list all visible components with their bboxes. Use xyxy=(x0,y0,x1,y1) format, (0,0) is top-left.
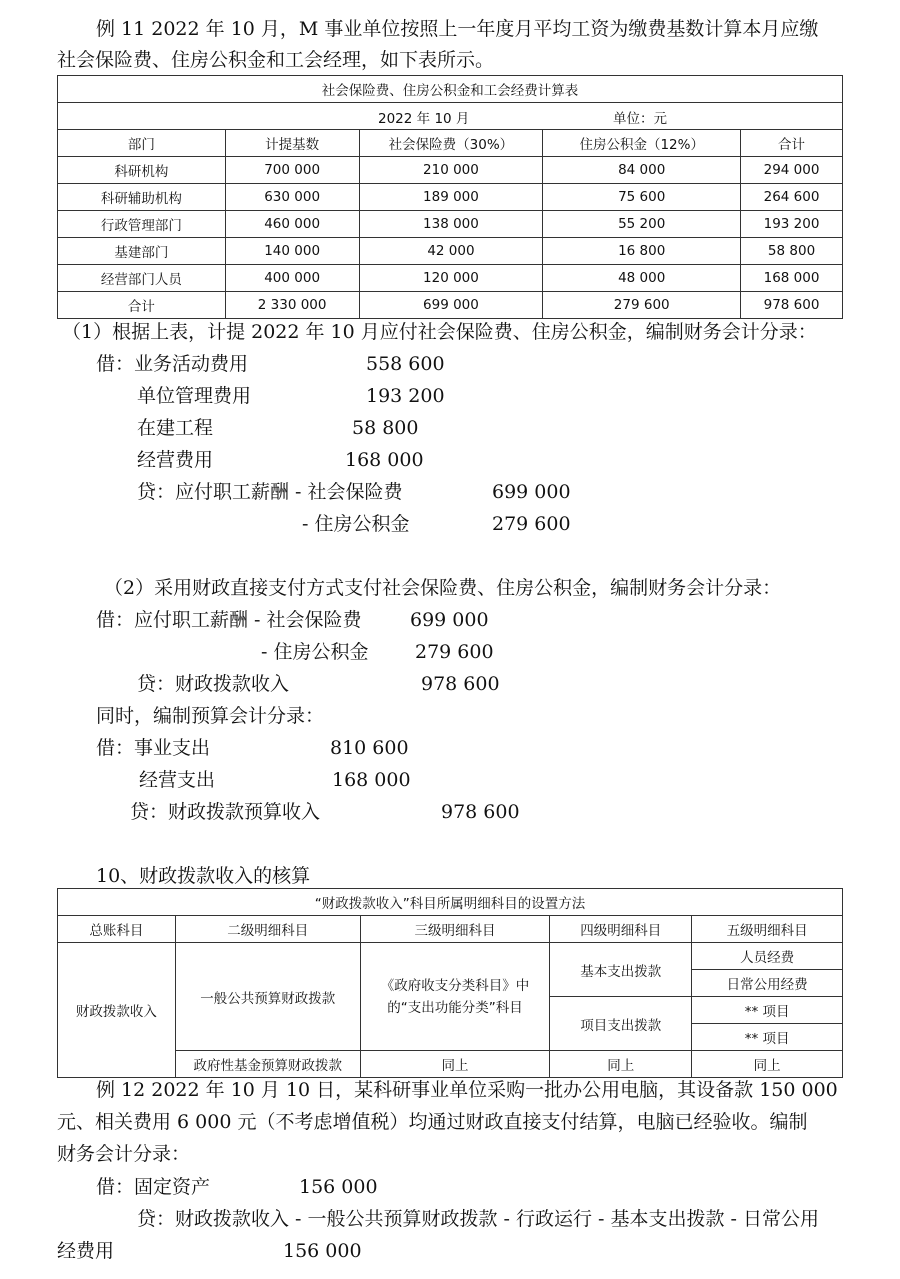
table-header-row xyxy=(58,130,843,157)
budget-debit-1-amount: 810 600 xyxy=(330,737,409,759)
header-cell: 四级明细科目 xyxy=(550,916,692,943)
level5-item: ** 项目 xyxy=(692,1024,843,1051)
entry2-same-time: 同时，编制预算会计分录： xyxy=(96,705,325,727)
level4-project: 项目支出拨款 xyxy=(550,997,692,1051)
header-cell: 社会保险费（30%） xyxy=(359,130,543,157)
same-as-above: 同上 xyxy=(550,1051,692,1078)
level2-fund-budget: 政府性基金预算财政拨款 xyxy=(175,1051,360,1078)
cell: 630 000 xyxy=(225,184,359,211)
entry1-debit-4: 经营费用 xyxy=(137,449,214,471)
level5-item: 日常公用经费 xyxy=(692,970,843,997)
table-title: 社会保险费、住房公积金和工会经费计算表 xyxy=(58,76,843,103)
header-cell: 三级明细科目 xyxy=(360,916,550,943)
cell: 264 600 xyxy=(741,184,843,211)
cell: 189 000 xyxy=(359,184,543,211)
cell: 42 000 xyxy=(359,238,543,265)
example12-line-2: 元、相关费用 6 000 元（不考虑增值税）均通过财政直接支付结算，电脑已经验收。编制 xyxy=(57,1111,808,1133)
table-row xyxy=(58,211,843,238)
table-unit: 单位：元 xyxy=(613,111,667,127)
table-total-row xyxy=(58,292,843,319)
section-heading: 10、财政拨款收入的核算 xyxy=(96,865,311,887)
cell: 58 800 xyxy=(741,238,843,265)
entry2-debit-2: - 住房公积金 xyxy=(261,641,369,663)
intro-line-1: 例 11 2022 年 10 月，M 事业单位按照上一年度月平均工资为缴费基数计算本月应缴 xyxy=(96,18,819,40)
entry1-debit-3: 在建工程 xyxy=(137,417,214,439)
same-as-above: 同上 xyxy=(692,1051,843,1078)
table-title: “财政拨款收入”科目所属明细科目的设置方法 xyxy=(58,889,843,916)
entry1-debit-4-amount: 168 000 xyxy=(345,449,424,471)
table-header-row xyxy=(58,916,843,943)
level5-item: 人员经费 xyxy=(692,943,843,970)
entry2-credit-1: 贷：财政拨款收入 xyxy=(137,673,290,695)
header-cell: 部门 xyxy=(58,130,226,157)
table-date-row xyxy=(58,103,843,130)
level2-general-budget: 一般公共预算财政拨款 xyxy=(175,943,360,1051)
header-cell: 总账科目 xyxy=(58,916,176,943)
level3-function-class: 《政府收支分类科目》中的“支出功能分类”科目 xyxy=(360,943,550,1051)
example12-line-3: 财务会计分录： xyxy=(57,1143,191,1165)
example12-credit-amount: 156 000 xyxy=(283,1240,362,1262)
entry1-debit-1: 借：业务活动费用 xyxy=(96,353,249,375)
cell: 400 000 xyxy=(225,265,359,292)
budget-credit-1: 贷：财政拨款预算收入 xyxy=(130,801,321,823)
cell: 16 800 xyxy=(543,238,741,265)
cell: 2 330 000 xyxy=(225,292,359,319)
entry2-heading: （2）采用财政直接支付方式支付社会保险费、住房公积金，编制财务会计分录： xyxy=(104,577,782,599)
cell: 138 000 xyxy=(359,211,543,238)
entry1-debit-2: 单位管理费用 xyxy=(137,385,252,407)
table-date: 2022 年 10 月 xyxy=(378,111,470,127)
cell: 48 000 xyxy=(543,265,741,292)
intro-line-2: 社会保险费、住房公积金和工会经理，如下表所示。 xyxy=(57,49,495,71)
entry1-heading: （1）根据上表，计提 2022 年 10 月应付社会保险费、住房公积金，编制财务会计分录： xyxy=(62,321,817,343)
entry1-credit-2: - 住房公积金 xyxy=(302,513,410,535)
table-row xyxy=(58,184,843,211)
header-cell: 五级明细科目 xyxy=(692,916,843,943)
cell: 210 000 xyxy=(359,157,543,184)
entry1-debit-2-amount: 193 200 xyxy=(366,385,445,407)
budget-debit-1: 借：事业支出 xyxy=(96,737,211,759)
cell: 120 000 xyxy=(359,265,543,292)
level5-item: ** 项目 xyxy=(692,997,843,1024)
general-ledger-account: 财政拨款收入 xyxy=(58,943,176,1078)
example12-debit: 借：固定资产 xyxy=(96,1176,211,1198)
table-row xyxy=(58,238,843,265)
budget-credit-1-amount: 978 600 xyxy=(441,801,520,823)
example12-credit: 贷：财政拨款收入 - 一般公共预算财政拨款 - 行政运行 - 基本支出拨款 - 日常公用 xyxy=(137,1208,819,1230)
same-as-above: 同上 xyxy=(360,1051,550,1078)
cell: 75 600 xyxy=(543,184,741,211)
budget-debit-2: 经营支出 xyxy=(139,769,216,791)
cell: 合计 xyxy=(58,292,226,319)
cell: 科研机构 xyxy=(58,157,226,184)
entry2-credit-1-amount: 978 600 xyxy=(421,673,500,695)
entry1-credit-2-amount: 279 600 xyxy=(492,513,571,535)
cell: 700 000 xyxy=(225,157,359,184)
cell: 193 200 xyxy=(741,211,843,238)
entry2-debit-2-amount: 279 600 xyxy=(415,641,494,663)
example12-credit-cont: 经费用 xyxy=(57,1240,115,1262)
header-cell: 二级明细科目 xyxy=(175,916,360,943)
cell: 978 600 xyxy=(741,292,843,319)
cell: 84 000 xyxy=(543,157,741,184)
header-cell: 合计 xyxy=(741,130,843,157)
budget-debit-2-amount: 168 000 xyxy=(332,769,411,791)
cell: 294 000 xyxy=(741,157,843,184)
entry1-debit-3-amount: 58 800 xyxy=(352,417,419,439)
example12-debit-amount: 156 000 xyxy=(299,1176,378,1198)
cell: 55 200 xyxy=(543,211,741,238)
entry1-debit-1-amount: 558 600 xyxy=(366,353,445,375)
table-row xyxy=(58,265,843,292)
entry1-credit-1-amount: 699 000 xyxy=(492,481,571,503)
cell: 经营部门人员 xyxy=(58,265,226,292)
cell: 279 600 xyxy=(543,292,741,319)
contribution-table xyxy=(57,75,843,319)
entry2-debit-1-amount: 699 000 xyxy=(410,609,489,631)
cell: 基建部门 xyxy=(58,238,226,265)
cell: 460 000 xyxy=(225,211,359,238)
level4-basic: 基本支出拨款 xyxy=(550,943,692,997)
subsidiary-account-table xyxy=(57,888,843,1078)
header-cell: 计提基数 xyxy=(225,130,359,157)
header-cell: 住房公积金（12%） xyxy=(543,130,741,157)
cell: 140 000 xyxy=(225,238,359,265)
cell: 699 000 xyxy=(359,292,543,319)
table-row xyxy=(58,157,843,184)
example12-line-1: 例 12 2022 年 10 月 10 日，某科研事业单位采购一批办公用电脑，其设备款 150 000 xyxy=(96,1079,838,1101)
cell: 科研辅助机构 xyxy=(58,184,226,211)
cell: 168 000 xyxy=(741,265,843,292)
entry2-debit-1: 借：应付职工薪酬 - 社会保险费 xyxy=(96,609,362,631)
cell: 行政管理部门 xyxy=(58,211,226,238)
entry1-credit-1: 贷：应付职工薪酬 - 社会保险费 xyxy=(137,481,403,503)
